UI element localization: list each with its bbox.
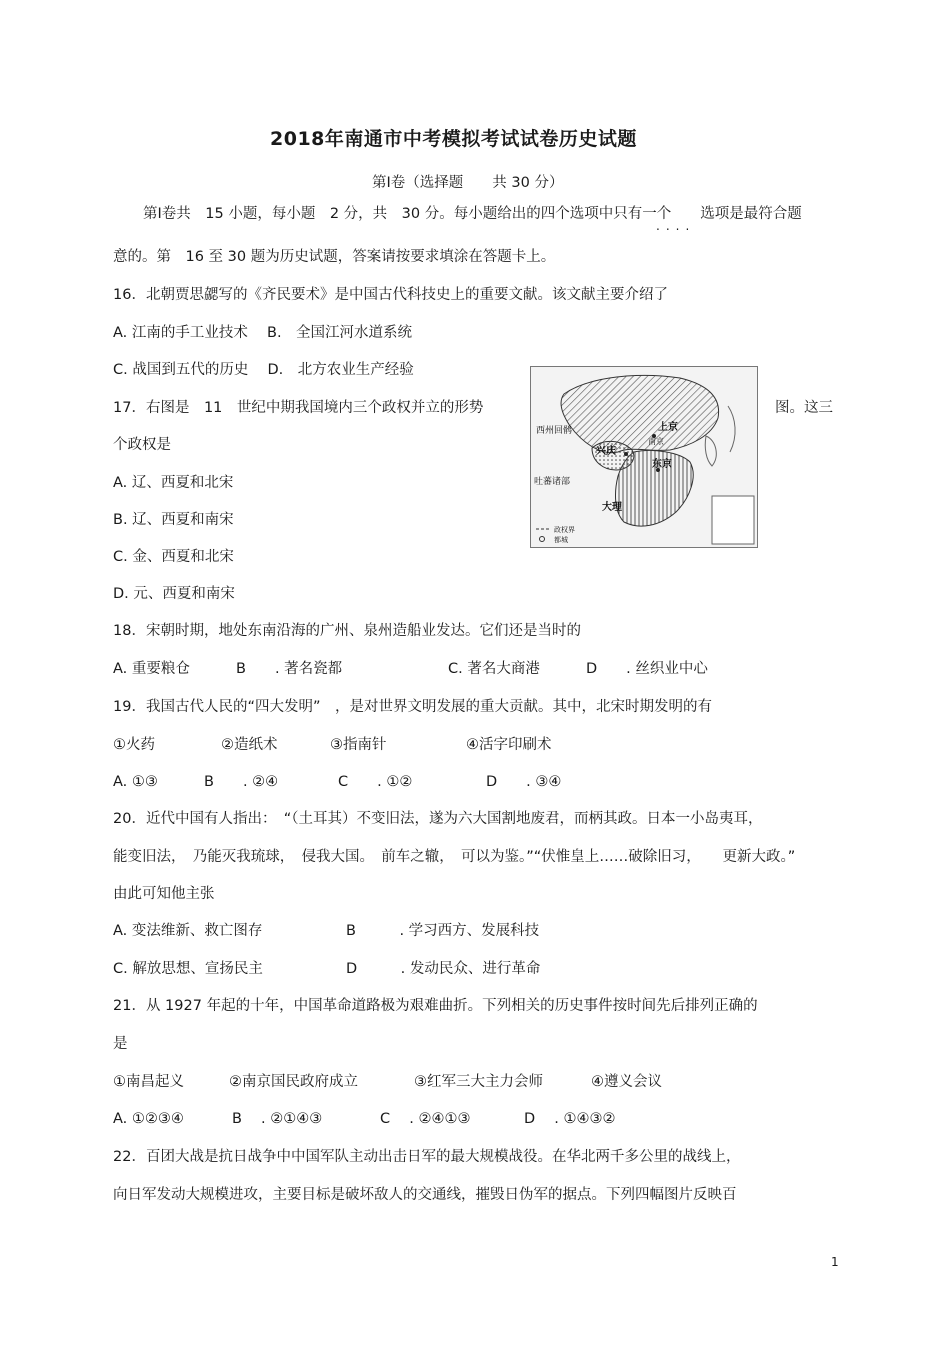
- q17-option-b: B. 辽、西夏和南宋: [113, 512, 234, 528]
- q21-item-2: ②南京国民政府成立: [229, 1074, 358, 1090]
- q18-option-d: D . 丝织业中心: [586, 661, 708, 677]
- map-label-dongjing: 东京: [652, 459, 672, 470]
- q20-option-c: C. 解放思想、宣扬民主: [113, 961, 263, 977]
- q17-stem-line-2: 个政权是: [113, 437, 171, 453]
- q19-item-2: ②造纸术: [221, 737, 278, 753]
- page-number: 1: [831, 1255, 839, 1269]
- map-legend-capital: 都城: [554, 536, 568, 544]
- q19-stem: 19．我国古代人民的“四大发明” ，是对世界文明发展的重大贡献。其中，北宋时期发明的有: [113, 699, 712, 715]
- q21-option-a: A. ①②③④: [113, 1111, 184, 1127]
- q20-line-1: 20．近代中国有人指出： “（土耳其）不变旧法，遂为六大国割地废君，而柄其政。日本一小岛夷耳，: [113, 811, 763, 827]
- q18-option-b: B . 著名瓷都: [236, 661, 343, 677]
- q17-option-a: A. 辽、西夏和北宋: [113, 475, 234, 491]
- q16-options-row-2: C. 战国到五代的历史 D. 北方农业生产经验: [113, 362, 414, 378]
- q19-item-4: ④活字印刷术: [466, 737, 552, 753]
- q18-stem: 18．宋朝时期，地处东南沿海的广州、泉州造船业发达。它们还是当时的: [113, 623, 581, 639]
- q17-stem-left: 17．右图是 11 世纪中期我国境内三个政权并立的形势: [113, 400, 484, 416]
- q16-options-row-1: A. 江南的手工业技术 B. 全国江河水道系统: [113, 325, 413, 341]
- q21-option-c: C . ②④①③: [380, 1111, 471, 1127]
- q18-option-c: C. 著名大商港: [448, 661, 540, 677]
- map-label-xingqing: 兴庆: [596, 446, 616, 457]
- q21-option-d: D . ①④③②: [524, 1111, 616, 1127]
- q21-item-3: ③红军三大主力会师: [414, 1074, 543, 1090]
- q22-line-1: 22．百团大战是抗日战争中中国军队主动出击日军的最大规模战役。在华北两千多公里的战线上，: [113, 1149, 741, 1165]
- q21-option-b: B . ②①④③: [232, 1111, 323, 1127]
- q19-option-b: B . ②④: [204, 774, 279, 790]
- q19-item-1: ①火药: [113, 737, 155, 753]
- q21-line-1: 21．从 1927 年起的十年，中国革命道路极为艰难曲折。下列相关的历史事件按时间先后排列正确的: [113, 998, 758, 1014]
- map-label-xizhou: 西州回鹘: [536, 426, 573, 436]
- q20-option-b: B . 学习西方、发展科技: [346, 923, 540, 939]
- q19-item-3: ③指南针: [330, 737, 387, 753]
- map-legend-border: 政权界: [554, 526, 575, 534]
- q20-line-3: 由此可知他主张: [113, 886, 215, 902]
- page-title: 2018年南通市中考模拟考试试卷历史试题: [270, 128, 637, 150]
- q17-stem-right: 图。这三: [775, 400, 833, 416]
- q21-item-4: ④遵义会议: [591, 1074, 662, 1090]
- map-label-shangjing: 上京: [658, 422, 678, 433]
- q20-option-a: A. 变法维新、救亡图存: [113, 923, 263, 939]
- map-label-nanjing: 南京: [648, 437, 664, 446]
- map-label-tubo: 吐蕃诸部: [534, 477, 571, 487]
- q19-option-c: C . ①②: [338, 774, 413, 790]
- instructions-line-1: 第Ⅰ卷共 15 小题，每小题 2 分，共 30 分。每小题给出的四个选项中只有一个 选项是最符合题: [143, 206, 802, 222]
- q21-item-1: ①南昌起义: [113, 1074, 184, 1090]
- q17-option-c: C. 金、西夏和北宋: [113, 549, 234, 565]
- q19-option-d: D . ③④: [486, 774, 562, 790]
- instructions-line-2: 意的。第 16 至 30 题为历史试题，答案请按要求填涂在答题卡上。: [113, 249, 556, 265]
- q16-stem: 16．北朝贾思勰写的《齐民要术》是中国古代科技史上的重要文献。该文献主要介绍了: [113, 287, 668, 303]
- q19-option-a: A. ①③: [113, 774, 158, 790]
- q17-option-d: D. 元、西夏和南宋: [113, 586, 235, 602]
- q21-line-2: 是: [113, 1036, 128, 1052]
- q18-option-a: A. 重要粮仓: [113, 661, 190, 677]
- q20-line-2: 能变旧法， 乃能灭我琉球， 侵我大国。 前车之辙， 可以为鉴。”“伏惟皇上……破除旧习， 更新大政。”: [113, 849, 796, 865]
- song-liao-xixia-map: [530, 366, 758, 548]
- section-heading: 第Ⅰ卷（选择题 共 30 分）: [372, 175, 564, 191]
- map-label-dali: 大理: [602, 502, 622, 513]
- q20-option-d: D . 发动民众、进行革命: [346, 961, 541, 977]
- q22-line-2: 向日军发动大规模进攻，主要目标是破坏敌人的交通线，摧毁日伪军的据点。下列四幅图片反映百: [113, 1187, 737, 1203]
- emphasis-dots: ....: [656, 219, 696, 233]
